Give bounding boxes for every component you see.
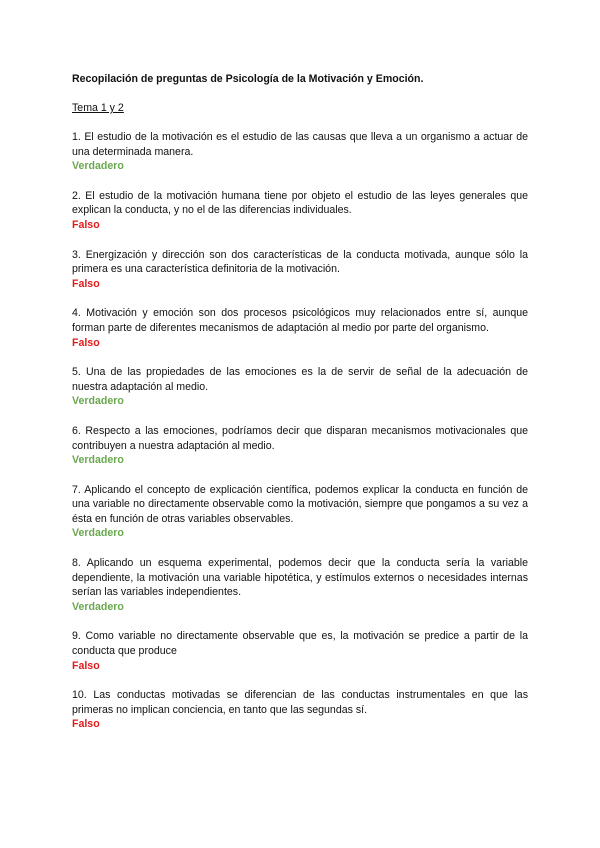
answer-label: Falso xyxy=(72,218,100,231)
question-item xyxy=(72,556,528,614)
question-item xyxy=(72,189,528,233)
question-text: 7. Aplicando el concepto de explicación científica, podemos explicar la conducta en función de una variable no directamente observable como la motivación, siempre que pongamos a su vez a ésta en función de otras variables observables. xyxy=(72,483,528,525)
question-text: 5. Una de las propiedades de las emociones es la de servir de señal de la adecuación de nuestra adaptación al medio. xyxy=(72,366,528,393)
question-item xyxy=(72,365,528,409)
answer-label: Verdadero xyxy=(72,160,124,173)
question-text: 6. Respecto a las emociones, podríamos decir que disparan mecanismos motivacionales que contribuyen a nuestra adaptación al medio. xyxy=(72,424,528,452)
section-heading: Tema 1 y 2 xyxy=(72,102,124,114)
question-item xyxy=(72,483,528,541)
question-text: 2. El estudio de la motivación humana tiene por objeto el estudio de las leyes generales que explican la conducta, y no el de las diferencias individuales. xyxy=(72,189,528,217)
question-text: 1. El estudio de la motivación es el estudio de las causas que lleva a un organismo a actuar de una determinada manera. xyxy=(72,131,528,158)
question-text: 3. Energización y dirección son dos características de la conducta motivada, aunque sólo la primera es una característica definitoria de la motivación. xyxy=(72,248,528,276)
answer-label: Falso xyxy=(72,659,100,672)
answer-label: Verdadero xyxy=(72,454,124,467)
question-text: 10. Las conductas motivadas se diferencian de las conductas instrumentales en que las primeras no implican conciencia, en tanto que las segundas sí. xyxy=(72,689,528,716)
answer-label: Falso xyxy=(72,277,100,290)
question-text: 4. Motivación y emoción son dos procesos psicológicos muy relacionados entre sí, aunque forman parte de diferentes mecanismos de adaptación al medio por parte del organismo. xyxy=(72,307,528,334)
answer-label: Verdadero xyxy=(72,395,124,408)
question-item xyxy=(72,306,528,350)
answer-label: Falso xyxy=(72,336,100,349)
question-text: 8. Aplicando un esquema experimental, podemos decir que la conducta sería la variable dependiente, la motivación una variable hipotética, y estímulos externos o necesidades internas serían las variables independientes. xyxy=(72,557,528,599)
answer-label: Verdadero xyxy=(72,527,124,540)
answer-label: Verdadero xyxy=(72,600,124,613)
document-title: Recopilación de preguntas de Psicología de la Motivación y Emoción. xyxy=(72,73,424,85)
question-item xyxy=(72,629,528,673)
question-item xyxy=(72,424,528,468)
question-list xyxy=(72,130,528,732)
document-page xyxy=(72,72,528,747)
question-item xyxy=(72,248,528,292)
answer-label: Falso xyxy=(72,718,100,731)
question-text: 9. Como variable no directamente observable que es, la motivación se predice a partir de la conducta que produce xyxy=(72,630,528,658)
question-item xyxy=(72,130,528,174)
question-item xyxy=(72,688,528,732)
